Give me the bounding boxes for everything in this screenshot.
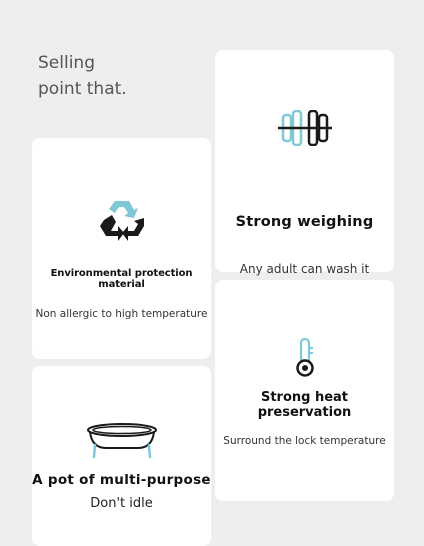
feature-card-heat: [215, 280, 394, 501]
recycle-icon: [98, 198, 146, 244]
feature-card-pot: [32, 366, 211, 546]
feature-card-weighing: [215, 50, 394, 276]
feature-title: Strong heat preservation: [257, 390, 352, 420]
feature-title: A pot of multi-purpose: [32, 472, 211, 488]
feature-card-environment: [32, 138, 211, 359]
intro-line-2: point that.: [38, 79, 127, 99]
thermometer-icon: [291, 337, 319, 377]
feature-title: Strong weighing: [235, 214, 374, 230]
feature-description: Any adult can wash it: [239, 262, 370, 276]
intro-line-1: Selling: [38, 53, 95, 73]
dumbbell-icon: [278, 110, 332, 146]
feature-title: Environmental protection material: [50, 268, 193, 290]
feature-description: Surround the lock temperature: [223, 435, 386, 447]
pot-icon: [86, 422, 158, 460]
feature-description: Non allergic to high temperature: [35, 308, 208, 320]
feature-description: Don't idle: [90, 496, 153, 511]
intro-heading: [38, 50, 127, 102]
